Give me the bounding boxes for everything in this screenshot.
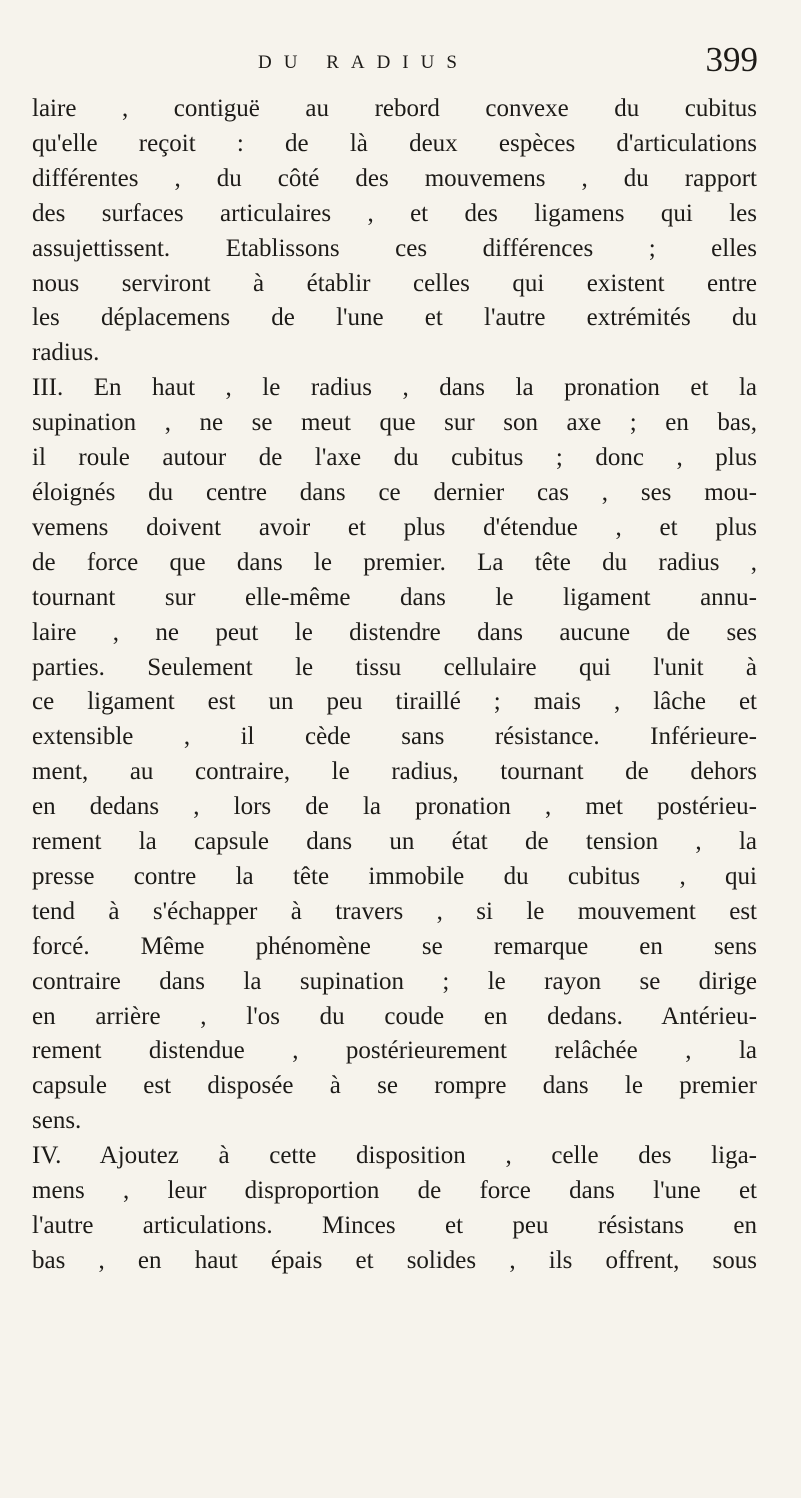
running-title: DU RADIUS [258,52,469,73]
text-line: ce ligament est un peu tiraillé ; mais , lâche et [32,688,757,716]
text-line: rement distendue , postérieurement relâchée , la [32,1037,757,1065]
text-line: de force que dans le premier. La tête du radius , [32,548,757,576]
text-line: les déplacemens de l'une et l'autre extrémités du [32,304,757,332]
text-line: qu'elle reçoit : de là deux espèces d'articulations [32,129,757,157]
text-line: il roule autour de l'axe du cubitus ; donc , plus [32,444,757,472]
text-line: IV. Ajoutez à cette disposition , celle des liga- [32,1142,757,1170]
text-line: l'autre articulations. Minces et peu résistans en [32,1212,757,1239]
text-line: vemens doivent avoir et plus d'étendue , et plus [32,513,757,541]
text-line: extensible , il cède sans résistance. Inférieure- [32,723,757,751]
text-line: III. En haut , le radius , dans la pronation et la [32,374,757,402]
text-line: contraire dans la supination ; le rayon se dirige [32,967,757,995]
page-header [258,42,758,92]
text-line: différentes , du côté des mouvemens , du rapport [32,164,757,192]
text-line: forcé. Même phénomène se remarque en sens [32,932,757,960]
text-line: sens. [32,1107,82,1135]
text-line: supination , ne se meut que sur son axe ; en bas, [32,409,757,437]
text-line: radius. [32,339,100,367]
text-line: capsule est disposée à se rompre dans le premier [32,1072,757,1100]
text-line: tend à s'échapper à travers , si le mouvement est [32,897,757,925]
text-line: laire , contiguë au rebord convexe du cubitus [32,95,757,122]
text-line: parties. Seulement le tissu cellulaire qui l'unit à [32,653,757,681]
text-line: laire , ne peut le distendre dans aucune de ses [32,618,757,646]
body-text [32,92,757,1279]
text-line: en dedans , lors de la pronation , met postérieu- [32,793,757,821]
text-line: des surfaces articulaires , et des ligamens qui les [32,199,757,227]
text-line: en arrière , l'os du coude en dedans. Antérieu- [32,1002,757,1030]
text-line: mens , leur disproportion de force dans l'une et [32,1177,757,1205]
page-number: 399 [705,40,758,79]
text-line: ment, au contraire, le radius, tournant de dehors [32,758,757,786]
text-line: rement la capsule dans un état de tension , la [32,828,757,856]
text-line: éloignés du centre dans ce dernier cas , ses mou- [32,478,757,506]
text-line: nous serviront à établir celles qui existent entre [32,269,757,297]
text-line: presse contre la tête immobile du cubitus , qui [32,862,757,890]
text-line: bas , en haut épais et solides , ils offrent, sous [32,1246,757,1274]
text-line: assujettissent. Etablissons ces différences ; elles [32,234,757,262]
text-line: tournant sur elle-même dans le ligament annu- [32,583,757,611]
